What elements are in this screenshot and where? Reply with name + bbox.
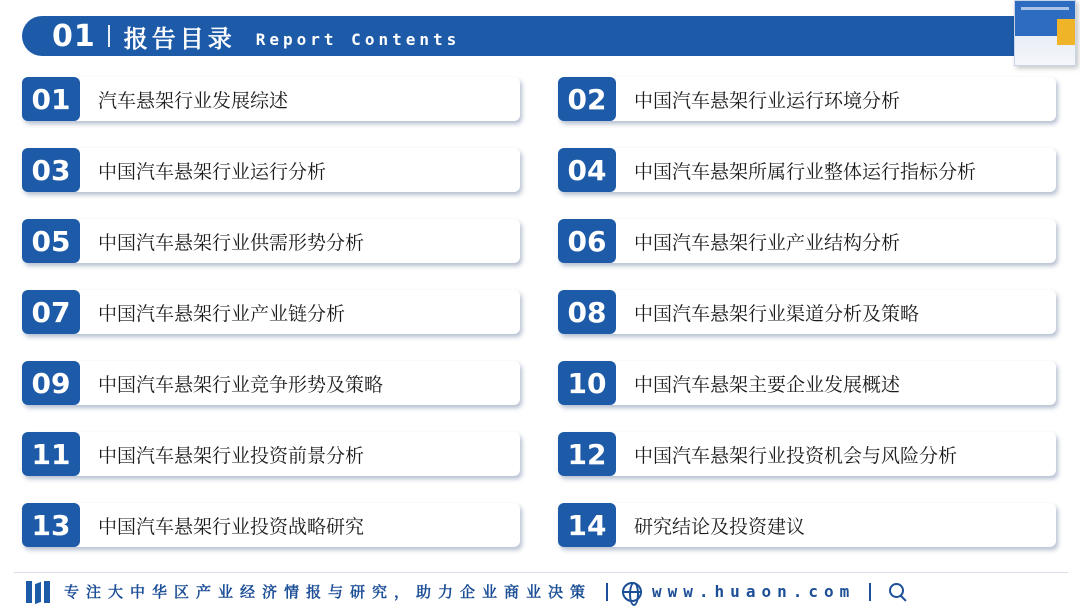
toc-item[interactable]: [22, 219, 520, 263]
section-number: 01: [52, 18, 96, 54]
section-header: [22, 16, 1042, 56]
toc-item[interactable]: [22, 290, 520, 334]
book-cover-band: [1021, 7, 1069, 10]
toc-item-label: 中国汽车悬架行业产业结构分析: [634, 231, 901, 254]
footer-slogan: 专注大中华区产业经济情报与研究，助力企业商业决策: [64, 583, 593, 601]
toc-item-number: 05: [22, 219, 80, 263]
toc-item-label: 中国汽车悬架行业竞争形势及策略: [98, 373, 384, 396]
globe-icon: [622, 582, 642, 602]
toc-item[interactable]: [558, 148, 1056, 192]
toc-item-label: 中国汽车悬架行业投资机会与风险分析: [634, 444, 958, 467]
toc-item-label: 中国汽车悬架行业运行分析: [98, 160, 327, 183]
toc-item[interactable]: [558, 432, 1056, 476]
toc-item-label: 中国汽车悬架行业供需形势分析: [98, 231, 365, 254]
toc-item-number: 03: [22, 148, 80, 192]
toc-item-label: 中国汽车悬架所属行业整体运行指标分析: [634, 160, 977, 183]
toc-item-number: 10: [558, 361, 616, 405]
footer-divider: [606, 583, 608, 601]
toc-item-number: 06: [558, 219, 616, 263]
toc-item-number: 01: [22, 77, 80, 121]
toc-item[interactable]: [558, 219, 1056, 263]
toc-item[interactable]: [22, 148, 520, 192]
search-icon[interactable]: [889, 583, 907, 601]
toc-item-number: 08: [558, 290, 616, 334]
toc-item[interactable]: [558, 503, 1056, 547]
toc-item-number: 07: [22, 290, 80, 334]
logo-icon: [26, 581, 50, 603]
book-cover-stripe: [1057, 19, 1075, 45]
toc-item-label: 中国汽车悬架行业投资前景分析: [98, 444, 365, 467]
toc-item-number: 14: [558, 503, 616, 547]
toc-item[interactable]: [22, 503, 520, 547]
toc-item-label: 中国汽车悬架行业产业链分析: [98, 302, 346, 325]
header-divider: [108, 25, 110, 47]
toc-item-number: 11: [22, 432, 80, 476]
toc-item-label: 研究结论及投资建议: [634, 515, 806, 538]
toc-item-number: 04: [558, 148, 616, 192]
toc-item-label: 汽车悬架行业发展综述: [98, 89, 289, 112]
section-title: 报告目录: [123, 24, 236, 53]
footer-divider: [869, 583, 871, 601]
toc-item[interactable]: [558, 77, 1056, 121]
toc-item-number: 13: [22, 503, 80, 547]
section-subtitle: Report Contents: [255, 29, 461, 49]
toc-item[interactable]: [558, 361, 1056, 405]
toc-item-label: 中国汽车悬架行业投资战略研究: [98, 515, 365, 538]
toc-item[interactable]: [558, 290, 1056, 334]
toc-item[interactable]: [22, 361, 520, 405]
book-cover-icon: [1014, 0, 1076, 66]
toc-item-number: 02: [558, 77, 616, 121]
toc-item[interactable]: [22, 432, 520, 476]
footer-url[interactable]: www.huaon.com: [652, 582, 856, 601]
toc-item-label: 中国汽车悬架行业渠道分析及策略: [634, 302, 920, 325]
footer-bar: [14, 572, 1068, 610]
toc-item-label: 中国汽车悬架主要企业发展概述: [634, 373, 901, 396]
toc-item-number: 12: [558, 432, 616, 476]
toc-item[interactable]: [22, 77, 520, 121]
toc-item-label: 中国汽车悬架行业运行环境分析: [634, 89, 901, 112]
toc-item-number: 09: [22, 361, 80, 405]
